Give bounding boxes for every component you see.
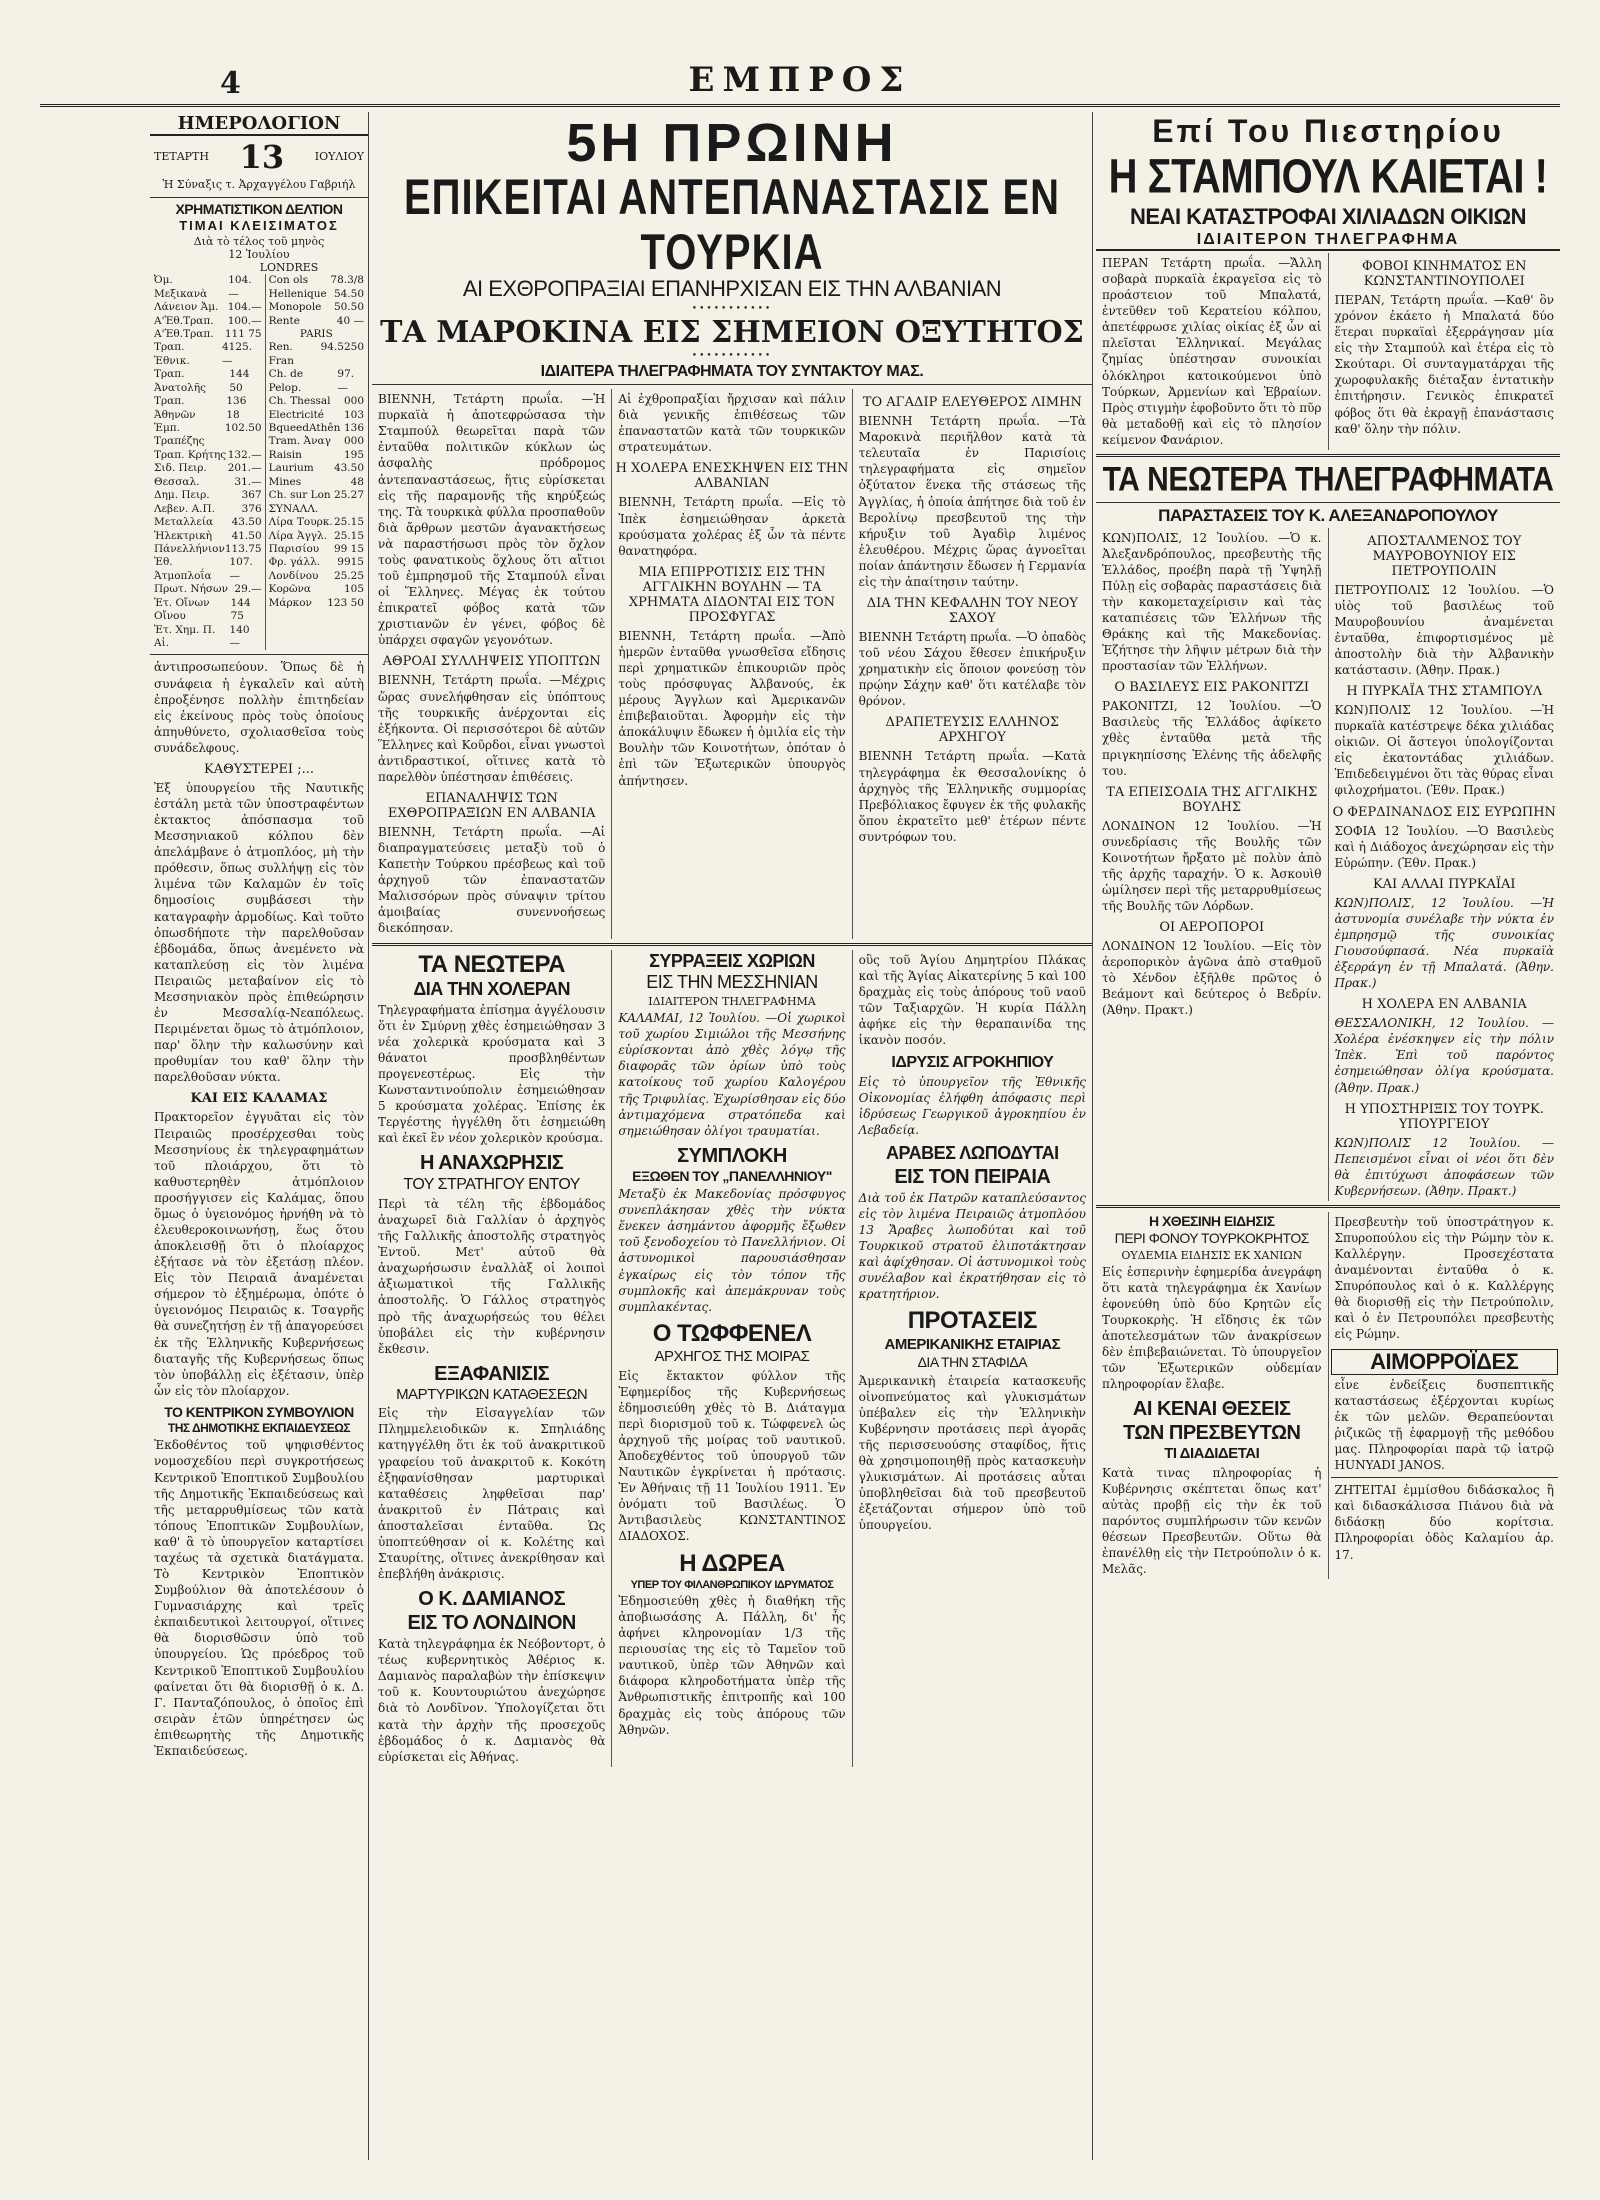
vacancies-title-2: ΤΩΝ ΠΡΕΣΒΕΥΤΩΝ <box>1123 1422 1301 1445</box>
exchange-name: Κορῶνα <box>268 583 311 596</box>
london-label: LONDRES <box>259 261 319 275</box>
exchange-row <box>154 516 262 529</box>
right-top-col-1 <box>1096 253 1329 450</box>
subheadline-telegrams: ΙΔΙΑΙΤΕΡΑ ΤΗΛΕΓΡΑΦΗΜΑΤΑ ΤΟΥ ΣΥΝΤΑΚΤΟΥ ΜΑΣ. <box>540 362 924 380</box>
exchange-name: Φρ. γάλλ. <box>268 556 321 569</box>
exchange-name: Ἐτ. Οἴνων Οἴνου <box>154 596 210 623</box>
exchange-name: Λίρα Τουρκ. <box>268 516 333 529</box>
exchange-name: Ren. Fran <box>268 341 294 367</box>
exchange-row <box>269 489 364 502</box>
exchange-value: 97.— <box>337 368 355 394</box>
exchange-name: Monopole <box>268 301 322 314</box>
disappearance-title-2: ΜΑΡΤΥΡΙΚΩΝ ΚΑΤΑΘΕΣΕΩΝ <box>396 1385 588 1403</box>
villages-sub: ΙΔΙΑΙΤΕΡΟΝ ΤΗΛΕΓΡΑΦΗΜΑ <box>648 995 816 1009</box>
ministry-support-title: Η ΥΠΟΣΤΗΡΙΞΙΣ ΤΟΥ ΤΟΥΡΚ. ΥΠΟΥΡΓΕΙΟΥ <box>1344 1101 1544 1132</box>
closing-title: ΤΙΜΑΙ ΚΛΕΙΣΙΜΑΤΟΣ <box>179 217 339 233</box>
exchange-row <box>154 530 262 543</box>
heading-kalamai: ΚΑΙ ΕΙΣ ΚΑΛΑΜΑΣ <box>190 1091 328 1107</box>
press-banner: Επί Του Πιεστηρίου <box>1152 113 1504 149</box>
top-articles <box>372 389 1092 938</box>
exchange-row <box>269 315 364 328</box>
exchange-name: ΣΥΝΑΛΛ. <box>268 502 319 515</box>
article-parliament-title: ΜΙΑ ΕΠΙΡΡΟΤΙΣΙΣ ΕΙΣ ΤΗΝ ΑΓΓΛΙΚΗΝ ΒΟΥΛΗΝ — ΤΑ ΧΡΗΜΑΤΑ ΔΙΔΟΝΤΑΙ ΕΙΣ ΤΟΝ ΠΡΟΣΦΥΓΑΣ <box>628 564 836 625</box>
exchange-row <box>269 503 364 516</box>
exchange-name: Electricité <box>268 408 325 421</box>
donation-text: Ἐδημοσιεύθη χθὲς ἡ διαθήκη τῆς ἀποβιωσάσης Α. Πάλλη, δι' ἧς ἀφήνει κληρονομίαν 1/3 τῆς περιουσίας της εἰς τὸ Ταμεῖον τοῦ ναυτικοῦ, ὑπὲρ τῶν Ἀθηνῶν καὶ διάφορα κληροδοτήματα ὑπὲρ τῆς Ἀνθρωπιστικῆς ἐπιτροπῆς καὶ 100 δραχμὰς εἰς τοὺς ἀπόρους τῶν Ἀθηνῶν. <box>618 1593 846 1737</box>
calendar-date <box>154 138 364 176</box>
exchange-value: 54.50 <box>333 287 364 300</box>
article-parliament-text: ΒΙΕΝΝΗ, Τετάρτη πρωΐα. —Ἀπὸ ἡμερῶν ἐνταῦθα γνωσθεῖσα εἴδησις περὶ χρηματικῶν ἐπικουριῶν πρὸς τοὺς πρόσφυγας Ἀλβανούς, ἐκ μέρους Ἄγγλων καὶ Ἀμερικανῶν ἐπιβεβαιοῦται. Ἀφορμὴν εἰς τὴν ἀποκάλυψιν ἔδωκεν ἡ ὁμιλία εἰς τὴν Βουλὴν τῶν Κοινοτήτων, ὁπόταν ὁ ἐπὶ τῶν Ἐξωτερικῶν ὑπουργὸς ἀπήντησεν. <box>618 628 846 788</box>
clash-title: ΣΥΜΠΛΟΚΗ <box>677 1144 787 1167</box>
exchange-value: 367 <box>241 489 262 502</box>
exchange-value: 99 15 <box>333 542 364 555</box>
other-fires-title: ΚΑΙ ΑΛΛΑΙ ΠΥΡΚΑΪΑΙ <box>1372 876 1516 892</box>
uprising-fears-title: ΦΟΒΟΙ ΚΙΝΗΜΑΤΟΣ ΕΝ ΚΩΝΣΤΑΝΤΙΝΟΥΠΟΛΕΙ <box>1361 258 1527 289</box>
exchange-value: 78.3/8 <box>330 274 364 287</box>
article-shah-text: ΒΙΕΝΝΗ Τετάρτη πρωΐα. —Ὁ ὀπαδὸς τοῦ νέου Σάχου ἔθεσεν ἐπικήρυξιν χρηματικὴν εἰς ὅποιον φονεύσῃ τὸν πρῴην Σάχην καθ' ὅτι κατέλαβε τὸν θρόνον. <box>858 630 1086 709</box>
exchange-value: 000 <box>343 395 364 408</box>
top-article-col-1 <box>372 389 612 938</box>
disappearance-text: Εἰς τὴν Εἰσαγγελίαν τῶν Πλημμελειοδικῶν κ. Σπηλιάδης κατηγγέλθη ὅτι ἐκ τοῦ ἀνακριτικοῦ γραφείου τοῦ ἀνακριτοῦ κ. Κοκότη ἐξηφανίσθησαν μαρτυρικαὶ καταθέσεις ληφθεῖσαι παρ' ἀνακριτοῦ ἐν Πάτραις καὶ ἀποσταλεῖσαι ἐνταῦθα. Ὡς ὑποπτεύθησαν οἱ κ. Κολέτης καὶ Σταυρίτης, οἵτινες ἀνεκρίθησαν καὶ ἐπεβλήθη ἀνάκρισις. <box>378 1406 606 1582</box>
exchange-name: Τραπ. Ἐθνικ. <box>154 341 190 367</box>
proposals-title-3: ΔΙΑ ΤΗΝ ΣΤΑΦΙΔΑ <box>917 1354 1028 1371</box>
vacancies-title-3: ΤΙ ΔΙΑΔΙΔΕΤΑΙ <box>1164 1445 1260 1463</box>
market-title: ΧΡΗΜΑΤΙΣΤΙΚΟΝ ΔΕΛΤΙΟΝ <box>175 200 343 217</box>
hemorrhoids-title: ΑΙΜΟΡΡΟΪΔΕΣ <box>1331 1349 1559 1375</box>
article-arrests-text: ΒΙΕΝΝΗ, Τετάρτη πρωΐα. —Μέχρις ὥρας συνελήφθησαν εἰς ὑπόπτους τῆς τουρκικῆς ἀνέρχονται εἰς ἑξήκοντα. Οἱ περισσότεροι δὲ αὐτῶν Ἕλληνες καὶ Κοῦρδοι, εἶναι γνωστοὶ ἀντιδραστικοί, οἵτινες κατὰ τὸ παρελθὸν ὑπέστησαν ἐπιθέσεις. <box>378 673 606 784</box>
exchange-value: 25.27 <box>333 489 364 502</box>
exchange-row <box>269 530 364 543</box>
heading-katastrofes: ΚΑΘΥΣΤΕΡΕΙ ;... <box>204 761 314 777</box>
parliament-title: ΤΑ ΕΠΕΙΣΟΔΙΑ ΤΗΣ ΑΓΓΛΙΚΗΣ ΒΟΥΛΗΣ <box>1106 784 1318 815</box>
murder-title: Η ΧΘΕΣΙΝΗ ΕΙΔΗΣΙΣ <box>1148 1212 1275 1229</box>
exchange-name: Mines <box>268 475 302 488</box>
exchange-row <box>269 543 364 556</box>
column-left <box>150 112 369 2160</box>
paris-label: PARIS <box>299 327 333 340</box>
donation-continued: οὓς τοῦ Ἁγίου Δημητρίου Πλάκας καὶ τῆς Ἁγίας Αἰκατερίνης 5 καὶ 100 δραχμὰς εἰς τοὺς ἀπόρους τοῦ ναοῦ τῶν Ταξιαρχῶν. Ἡ κυρία Πάλλη ἀφήκε εἰς τὴν θεραπαινίδα της ἱκανὸν ποσόν. <box>858 952 1086 1047</box>
exchange-name: Α'Ἐθ.Τραπ. <box>154 327 214 340</box>
right-bottom-col-2 <box>1329 1212 1561 1579</box>
destruction-subheadline: ΝΕΑΙ ΚΑΤΑΣΤΡΟΦΑΙ ΧΙΛΙΑΔΩΝ ΟΙΚΙΩΝ <box>1130 204 1526 230</box>
villages-title-2: ΕΙΣ ΤΗΝ ΜΕΣΣΗΝΙΑΝ <box>646 972 818 993</box>
exchange-name: Μεταλλεία <box>154 516 214 529</box>
exchange-row <box>154 597 262 624</box>
tufnell-text: Εἰς ἔκτακτον φύλλον τῆς Ἐφημερίδος τῆς Κυβερνήσεως ἐδημοσιεύθη χθὲς τὸ Β. Διάταγμα περὶ διορισμοῦ τοῦ κ. Τώφφενελ ὡς ἀρχηγοῦ τῆς μοίρας τοῦ ναυτικοῦ. Ἀποδεχθέντος τοῦ ὑπουργοῦ τῶν Ναυτικῶν ἐγκρίνεται ἡ πρότασις. Ἐν Ἀθήναις τῇ 11 Ἰουλίου 1911. Ἐν ὀνόματι τοῦ Βασιλέως. Ὁ Ἀντιβασιλεὺς ΚΩΝΣΤΑΝΤΙΝΟΣ ΔΙΑΔΟΧΟΣ. <box>618 1368 846 1544</box>
exchange-value: 9915 <box>337 556 364 569</box>
exchange-row <box>269 274 364 287</box>
villages-title: ΣΥΡΡΑΞΕΙΣ ΧΩΡΙΩΝ <box>649 950 815 971</box>
tufnell-title-2: ΑΡΧΗΓΟΣ ΤΗΣ ΜΟΙΡΑΣ <box>654 1348 810 1366</box>
exchange-name: Ἐθ. Ἀτμοπλοΐα <box>154 556 212 582</box>
exchange-row <box>269 449 364 462</box>
exchange-name: Hellenique <box>268 287 327 300</box>
exchange-value: 25.25 <box>333 569 364 582</box>
closing-sub: Διὰ τὸ τέλος τοῦ μηνὸς <box>193 235 325 249</box>
exchange-row <box>269 368 364 395</box>
kalamai-text: Πρακτορεῖον ἐγγυᾶται εἰς τὸν Πειραιῶς προσέρχεσθαι τοὺς Μεσσηνίους ἐκ τηλεγραφημάτων τοῦ πλοιάρχου, ὅτι τὸ καθυστερηθὲν ἀτμόπλοιον προσήγγισεν εἰς Καλάμας, ὅπου ὅμως ὁ ὑγειονόμος ἠρνήθη νὰ τὸ ἐλευθεροκοινωνήσῃ, ἕως ὅτου ἀποκλεισθῇ ὅτι ὁ πλοίαρχος ἐξήτασε νὰ τὸν ἐξετάσῃ πλέον. Εἰς τὸν Πειραιᾶ ἀναμένεται σήμερον τὸ ἐξημέρωμα, ὁπότε ὁ ὑγειονόμος Πειραιῶς κ. Τσαγρῆς θὰ συνεζητήσῃ ἐν τῇ ἀπαγορεύσει ἐκ τῆς Ἑλληνικῆς Κυβερνήσεως διαταγῆς τῆς Κυβερνήσεως ὅπως τὸν ὑποβάλλῃ εἰς ἐξέτασιν, ὑπὲρ ὧν εἰς τὸν πλοίαρχον. <box>154 1110 364 1398</box>
exchange-value: 50.50 <box>333 301 364 314</box>
damianos-title-2: ΕΙΣ ΤΟ ΛΟΝΔΙΝΟΝ <box>407 1612 576 1635</box>
villages-text: ΚΑΛΑΜΑΙ, 12 Ἰουλίου. —Οἱ χωρικοὶ τοῦ χωρίου Σιμιώλοι τῆς Μεσσήνης εὑρίσκονται ἀπὸ χθὲς λόγῳ τῆς διαφορᾶς τῶν ὁρίων ὑπὸ τοὺς κατοίκους τοῦ χωρίου Καλογέρου τῆς Τριφυλίας. Ἐχωρίσθησαν εἰς δύο ἀντιμαχόμενα στρατόπεδα καὶ σημειώθησαν ὀλίγοι τραυματίαι. <box>618 1011 846 1138</box>
article-continued-text: Αἱ ἐχθροπραξίαι ἤρχισαν καὶ πάλιν διὰ γενικῆς ἐπιθέσεως τῶν ἐπαναστατῶν κατὰ τῶν τουρκικῶν στρατευμάτων. <box>618 392 846 455</box>
uprising-fears-text: ΠΕΡΑΝ, Τετάρτη πρωΐα. —Καθ' ὃν χρόνον ἐκάετο ἡ Μπαλατά δύο ἕτεραι πυρκαϊαὶ ἐξερράγησαν μία εἰς τὴν Σταμπούλ καὶ ἑτέρα εἰς τὸ Σκούταρι. Οἱ συνταγματάρχαι τῆς χωροφυλακῆς διέταξαν ἐντατικὴν ἐπιτήρησιν. Γενικὸς ἐπικρατεῖ φόβος ὅτι θὰ ἐκραγῇ ἐπανάστασις καθ' ὅλην τὴν πόλιν. <box>1334 292 1554 436</box>
exchange-value: 25.15 <box>333 529 364 542</box>
exchange-row <box>154 328 262 341</box>
albania-cholera-title: Η ΧΟΛΕΡΑ ΕΝ ΑΛΒΑΝΙΑ <box>1361 997 1527 1013</box>
katastrofes-text: Ἐξ ὑπουργείου τῆς Ναυτικῆς ἐστάλη μετὰ τῶν ὑποστραφέντων ἐκτακτος ἀπόσπασμα τοῦ Μεσσηνιακοῦ κόλπου δὲν ἀπελάμβανε ὁ ἀτμοπλόος, μὴ τὴν πρόθεσιν, ὅπως συλλήψῃ εἰς τὸν λιμένα τῶν Καλαμῶν ἐν τοῖς δημοσίοις συμβάσεσι τὴν καταγραφὴν ἀρμοδίως. Καὶ τοῦτο ὀπωσδήποτε τὴν παρελθοῦσαν ἑβδομάδα, ὅπως ἀνεμένετο νὰ καταπλεύσῃ εἰς τὸν λιμένα Πειραιῶς μεταβαίνον εἰς τὸ Μεσσηνιακὸν πρὸς ἐπιθεώρησιν ἐν Μεσσαλίᾳ-Νεαπόλεως. Περιμένεται ὅμως τὸ ἀτμόπλοιον, παρ' ὅλην τὴν καλωσύνην καὶ προθυμίαν του καθ' ὅλην τὴν παρελθοῦσαν νύκτα. <box>154 780 364 1085</box>
exchange-name: Con ols <box>268 274 309 287</box>
exchange-value: 132.— <box>227 448 262 461</box>
exchange-row <box>154 543 262 556</box>
exchange-name: Λάνειον Ἀμ. <box>154 301 219 314</box>
calendar-day-name: ΤΕΤΑΡΤΗ <box>154 150 209 164</box>
departure-title-2: ΤΟΥ ΣΤΡΑΤΗΓΟΥ ΕΝΤΟΥ <box>403 1176 580 1194</box>
lower-col-2 <box>612 950 852 1767</box>
article-escape-title: ΔΡΑΠΕΤΕΥΣΙΣ ΕΛΛΗΝΟΣ ΑΡΧΗΓΟΥ <box>885 715 1060 746</box>
damianos-title: Ο Κ. ΔΑΜΙΑΝΟΣ <box>418 1588 566 1611</box>
exchange-name: Raisin <box>268 448 302 461</box>
article-shah-title: ΔΙΑ ΤΗΝ ΚΕΦΑΛΗΝ ΤΟΥ ΝΕΟΥ ΣΑΧΟΥ <box>866 596 1078 627</box>
exchange-name: Ch. Thessal <box>268 395 331 408</box>
stamboul-headline: Η ΣΤΑΜΠΟΥΛ ΚΑΙΕΤΑΙ ! <box>1108 150 1548 204</box>
exchange-value: 195 <box>343 448 364 461</box>
exchange-row <box>269 409 364 422</box>
exchange-value: 376 <box>241 502 262 515</box>
exchange-name: BqueedAthên <box>268 422 341 435</box>
exchange-value: 102.50 <box>224 422 262 435</box>
exchange-name: Πρωτ. Νήσων <box>154 583 228 596</box>
exchange-row <box>269 395 364 408</box>
exchange-row <box>154 624 262 651</box>
clash-text: Μεταξὺ ἐκ Μακεδονίας πρόσφυγος συνεπλάκησαν χθὲς τὴν νύκτα ἕνεκεν ἀσημάντου ἀφορμῆς ἔξωθεν τοῦ ξενοδοχείου τὸ Πανελλήνιον. Οἱ ἀστυνομικοὶ παρουσιάσθησαν ἐγκαίρως εἰς τὸν τόπον τῆς συμπλοκῆς καὶ ἀπεμάκρυναν τοὺς συμπλακέντας. <box>618 1187 846 1314</box>
aviators-title: ΟΙ ΑΕΡΟΠΟΡΟΙ <box>1159 920 1265 936</box>
arabs-title: ΑΡΑΒΕΣ ΛΩΠΟΔΥΤΑΙ <box>885 1142 1059 1163</box>
heading-symboulion-2: ΤΗΣ ΔΗΜΟΤΙΚΗΣ ΕΚΠΑΙΔΕΥΣΕΩΣ <box>167 1421 351 1436</box>
exchange-value: 107.— <box>229 556 253 582</box>
murder-text: Εἰς ἑσπερινὴν ἐφημερίδα ἀνεγράφη ὅτι κατὰ τηλεγράφημα ἐκ Χανίων ἐφονεύθη ὑπὸ δύο Κρητῶν εἷς Τουρκοκρὴς. Ἡ εἴδησις ἐκ τῶν ἀποτελεσμάτων τῶν ἀνακρίσεων δὲν ἐπιβεβαιώνεται. Τὸ ὑπουργεῖον τῶν Ἐξωτερικῶν οὐδεμίαν πληροφορίαν ἔλαβε. <box>1102 1264 1322 1392</box>
vacancies-title: ΑΙ ΚΕΝΑΙ ΘΕΣΕΙΣ <box>1132 1398 1291 1421</box>
aviators-text: ΛΟΝΔΙΝΟΝ 12 Ἰουλίου. —Εἰς τὸν ἀεροπορικὸν ἀγῶνα ἀπὸ σταθμοῦ τὸ Χένδον ἐξῆλθε πρῶτος ὁ Βεάμοντ καὶ δεύτερος ὁ Βεδρίν. (Ἀθην. Πρακτ.) <box>1102 939 1322 1018</box>
top-article-col-3 <box>853 389 1092 938</box>
king-text: ΡΑΚΟΝΙΤΖΙ, 12 Ἰουλίου. —Ὁ Βασιλεὺς τῆς Ἑλλάδος ἀφίκετο χθὲς ἐνταῦθα μετὰ τῆς πριγκηπίσσης Ἑλένης τῆς ἀδελφῆς του. <box>1102 699 1322 778</box>
exchange-value: 31.— <box>234 475 262 488</box>
damianos-text: Κατὰ τηλεγράφημα ἐκ Νεόβοντορτ, ὁ τέως κυβερνητικὸς Ἀθέριος κ. Δαμιανὸς παραλαβὼν τὴν ἐπίσκεψιν τοῦ κ. Κουντουριώτου ἀνεχώρησε διὰ τὸ Λονδῖνον. Ὑπολογίζεται ὅτι κατὰ τὴν ἀρχὴν τῆς προσεχοῦς ἑβδομάδος ὁ κ. Δαμιανὸς θὰ εὑρίσκεται εἰς Ἀθήνας. <box>378 1637 606 1764</box>
heading-symboulion: ΤΟ ΚΕΝΤΡΙΚΟΝ ΣΥΜΒΟΥΛΙΟΝ <box>164 1403 354 1420</box>
agro-text: Εἰς τὸ ὑπουργεῖον τῆς Ἐθνικῆς Οἰκονομίας ἐλήφθη ἀπόφασις περὶ ἱδρύσεως Γεωργικοῦ ἀγροκηπίου ἐν Λεβαδείᾳ. <box>858 1074 1086 1137</box>
exchange-name: Παρισίου <box>268 542 320 555</box>
symboulion-text: Ἐκδοθέντος τοῦ ψηφισθέντος νομοσχεδίου περὶ συγκροτήσεως Κεντρικοῦ Ἐποπτικοῦ Συμβουλίου τῆς Δημοτικῆς Ἐκπαιδεύσεως καὶ τῆς μεταρρυθμίσεως τῶν κατὰ τόπους Ἐποπτικῶν Συμβουλίων, καθ' ἃ τὸ ὑπουργεῖον καταρτίσει ταχέως τὰ σχετικὰ διατάγματα. Τὸ Κεντρικὸν Ἐποπτικὸν Συμβούλιον θὰ ἀποτελέσουν ὁ Γυμνασιάρχης καὶ τρεῖς ἐκπαιδευτικοὶ λειτουργοί, οἵτινες θὰ διορισθῶσιν ὑπὸ τοῦ ὑπουργείου. Ὡς πρόεδρος τοῦ Κεντρικοῦ Ἐποπτικοῦ Συμβουλίου φαίνεται ὅτι θὰ διορισθῇ ὁ κ. Δ. Γ. Πανταζόπουλος, ὁ ὁποῖος ἐπὶ σειρὰν ἐτῶν ὑπηρέτησεν ὡς ἐπιθεωρητὴς τῆς Δημοτικῆς Ἐκπαιδεύσεως. <box>154 1438 364 1758</box>
calendar-saint: Ἡ Σύναξις τ. Ἀρχαγγέλου Γαβριήλ <box>162 177 356 191</box>
exchange-row <box>154 583 262 596</box>
exchange-value: 40 — <box>336 314 364 327</box>
calendar-month: ΙΟΥΛΙΟΥ <box>314 150 364 164</box>
vacancies-text: Κατὰ τινας πληροφορίας ἡ Κυβέρνησις σκέπτεται ὅπως κατ' αὐτὰς προβῇ εἰς τὴν ἐκ τοῦ παρόντος συμπλήρωσιν τῶν κενῶν θέσεων Πρεσβευτῶν. Οὕτω θὰ ἐπανέλθῃ εἰς τὴν Πετρούπολιν ὁ κ. Μελᾶς. <box>1102 1465 1322 1577</box>
calendar-title: ΗΜΕΡΟΛΟΓΙΟΝ <box>150 114 368 136</box>
column-middle: 5Η ΠΡΩΙΝΗ ΕΠΙΚΕΙΤΑΙ ΑΝΤΕΠΑΝΑΣΤΑΣΙΣ ΕΝ ΤΟΥΡΚΙΑ ΑΙ ΕΧΘΡΟΠΡΑΞΙΑΙ ΕΠΑΝΗΡΧΙΣΑΝ ΕΙΣ ΤΗΝ ΑΛΒΑΝΙΑΝ ••••••••••• ΤΑ ΜΑΡΟΚΙΝΑ ΕΙΣ ΣΗΜΕΙΟΝ ΟΞΥΤΗΤΟΣ ••••••••••• ΙΔΙΑΙΤΕΡΑ ΤΗΛΕΓΡΑΦΗΜΑΤΑ ΤΟΥ ΣΥΝΤΑΚΤΟΥ ΜΑΣ. ΒΙΕΝΝΗ, Τετάρτη πρωΐα. —Ἡ πυρκαϊὰ ἡ ἀποτεφρώσασα τὴν Σταμπούλ θεωρεῖται παρὰ τῶν ἐνταῦθα πολιτικῶν κύκλων ὡς ἀσφαλὴς πρόδρομος ἀντεπαναστάσεως, ἥτις εὑρίσκεται εἰς τῆς παραμονῆς τῆς κηρύξεώς της. Τὰ τουρκικὰ φύλλα προσπαθοῦν διὰ ἄρθρων μεστῶν ἀγανακτήσεως νὰ παραστήσωσι πρὸς τὸν ὄχλον τοὺς φανατικοὺς ὅχλους ὅτι αἴτιοι τοῦ ἐμπρησμοῦ τῆς Σταμπούλ εἶναι οἱ Ἕλληνες. Μέγας ἐκ τούτου ἐπικρατεῖ φόβος κατὰ τῶν χριστιανῶν ἐν γένει, φόβος δὲ ὑπάρχει σφαγῶν γεγονότων. ΑΘΡΟΑΙ ΣΥΛΛΗΨΕΙΣ ΥΠΟΠΤΩΝ ΒΙΕΝΝΗ, Τετάρτη πρωΐα. —Μέχρις ὥρας συνελήφθησαν εἰς ὑπόπτους τῆς τουρκικῆς ἀνέρχονται εἰς ἑξήκοντα. Οἱ περισσότεροι δὲ αὐτῶν Ἕλληνες καὶ Κοῦρδοι, εἶναι γνωστοὶ ἀντιδραστικοί, οἵτινες κατὰ τὸ παρελθὸν ὑπέστησαν ἐπιθέσεις. ΕΠΑΝΑΛΗΨΙΣ ΤΩΝ ΕΧΘΡΟΠΡΑΞΙΩΝ ΕΝ ΑΛΒΑΝΙΑ ΒΙΕΝΝΗ, Τετάρτη πρωΐα. —Αἱ διαπραγματεύσεις μεταξὺ τοῦ ὁ Καπετὴν Τούρκου πρέσβεως καὶ τοῦ ἀρχηγοῦ τῶν ἐπαναστατῶν Μαλισσόρων πρὸς σύναψιν τρίτου ἀμοιβαίας συνεννοήσεως διεκόπησαν. Αἱ ἐχθροπραξίαι ἤρχισαν καὶ πάλιν διὰ γενικῆς ἐπιθέσεως τῶν ἐπαναστατῶν κατὰ τῶν τουρκικῶν στρατευμάτων. Η ΧΟΛΕΡΑ ΕΝΕΣΚΗΨΕΝ ΕΙΣ ΤΗΝ ΑΛΒΑΝΙΑΝ ΒΙΕΝΝΗ, Τετάρτη πρωΐα. —Εἰς τὸ Ἰπὲκ ἐσημειώθησαν ἀρκετὰ κρούσματα χολέρας ἐξ ὧν τὰ πέντε θανατηφόρα. ΜΙΑ ΕΠΙΡΡΟΤΙΣΙΣ ΕΙΣ ΤΗΝ ΑΓΓΛΙΚΗΝ ΒΟΥΛΗΝ — ΤΑ ΧΡΗΜΑΤΑ ΔΙΔΟΝΤΑΙ ΕΙΣ ΤΟΝ ΠΡΟΣΦΥΓΑΣ ΒΙΕΝΝΗ, Τετάρτη πρωΐα. —Ἀπὸ ἡμερῶν ἐνταῦθα γνωσθεῖσα εἴδησις περὶ χρηματικῶν ἐπικουριῶν πρὸς τοὺς πρόσφυγας Ἀλβανούς, ἐκ μέρους Ἄγγλων καὶ Ἀμερικανῶν ἐπιβεβαιοῦται. Ἀφορμὴν εἰς τὴν ἀποκάλυψιν ἔδωκεν ἡ ὁμιλία εἰς τὴν Βουλὴν τῶν Κοινοτήτων, ὁπόταν ὁ ἐπὶ τῶν Ἐξωτερικῶν ὑπουργὸς ἀπήντησεν. ΤΟ ΑΓΑΔΙΡ ΕΛΕΥΘΕΡΟΣ ΛΙΜΗΝ ΒΙΕΝΝΗ Τετάρτη πρωΐα. —Τὰ Μαροκινὰ περιῆλθον κατὰ τὰ τελευταῖα ἐν Παρισίοις τηλεγραφήματα εἰς σημεῖον ὀξύτατον ἕνεκα τῆς στάσεως τῆς Ἀγγλίας, ἡ ὁποία ἀπήτησε διὰ τοῦ ἐν Βερολίνῳ πρεσβευτοῦ της τὴν κήρυξιν τοῦ Ἀγαδὶρ λιμένος ἐλευθέρου. Μέχρις ὥρας ἀγνοεῖται ποίαν ἀπάντησιν ἔδωσεν ἡ Γερμανία εἰς τὴν ἀπαίτησιν ταύτην. ΔΙΑ ΤΗΝ ΚΕΦΑΛΗΝ ΤΟΥ ΝΕΟΥ ΣΑΧΟΥ ΒΙΕΝΝΗ Τετάρτη πρωΐα. —Ὁ ὀπαδὸς τοῦ νέου Σάχου ἔθεσεν ἐπικήρυξιν χρηματικὴν εἰς ὅποιον φονεύσῃ τὸν πρῴην Σάχην καθ' ὅτι κατέλαβε τὸν θρόνον. ΔΡΑΠΕΤΕΥΣΙΣ ΕΛΛΗΝΟΣ ΑΡΧΗΓΟΥ ΒΙΕΝΝΗ Τετάρτη πρωΐα. —Κατὰ τηλεγράφημα ἐκ Θεσσαλονίκης ὁ ἀρχηγὸς τῆς Ἑλληνικῆς συμμορίας Πρεβόλιακος ἔφυγεν ἐκ τῆς φυλακῆς ὅπου ἐκρατεῖτο μεθ' ἑτέρων πέντε συντρόφων του. ΤΑ ΝΕΩΤΕΡΑ ΔΙΑ ΤΗΝ ΧΟΛΕΡΑΝ Τηλεγραφήματα ἐπίσημα ἀγγέλουσιν ὅτι ἐν Σμύρνῃ χθὲς ἐσημειώθησαν 3 νέα χολερικὰ κρούσματα καὶ 3 θάνατοι προσβληθέντων προγενεστέρως. Εἰς τὴν Κωνσταντινούπολιν ἐσημειώθησαν 5 κρούσματα χολέρας. Ἐπίσης ἐκ Τεργέστης ἠγγέλθη ὅτι ἐσημειώθη καὶ ἐκεῖ ἓν νέον χολερικὸν κρούσμα. Η ΑΝΑΧΩΡΗΣΙΣ ΤΟΥ ΣΤΡΑΤΗΓΟΥ ΕΝΤΟΥ Περὶ τὰ τέλη τῆς ἑβδομάδος ἀναχωρεῖ διὰ Γαλλίαν ὁ ἀρχηγὸς τῆς Γαλλικῆς ἀποστολῆς στρατηγὸς Ἐντοῦ. Μετ' αὐτοῦ θὰ ἀναχωρήσωσιν ἐναλλὰξ οἱ λοιποὶ ἀξιωματικοὶ τῆς Γαλλικῆς ἀποστολῆς. Ὁ Γάλλος στρατηγὸς πρὸ τῆς ἀναχωρήσεώς του θέλει ὑποβάλει εἰς τὴν κυβέρνησιν ἔκθεσιν. ΕΞΑΦΑΝΙΣΙΣ ΜΑΡΤΥΡΙΚΩΝ ΚΑΤΑΘΕΣΕΩΝ Εἰς τὴν Εἰσαγγελίαν τῶν Πλημμελειοδικῶν κ. Σπηλιάδης κατηγγέλθη ὅτι ἐκ τοῦ ἀνακριτικοῦ γραφείου τοῦ ἀνακριτοῦ κ. Κοκότη ἐξηφανίσθησαν μαρτυρικαὶ καταθέσεις ληφθεῖσαι παρ' ἀνακριτοῦ ἐν Πάτραις καὶ ἀποσταλεῖσαι ἐνταῦθα. Ὡς ὑποπτεύθησαν οἱ κ. Κολέτης καὶ Σταυρίτης, οἵτινες ἀνεκρίθησαν καὶ ἐπεβλήθη ἀνάκρισις. Ο Κ. ΔΑΜΙΑΝΟΣ ΕΙΣ ΤΟ ΛΟΝΔΙΝΟΝ Κατὰ τηλεγράφημα ἐκ Νεόβοντορτ, ὁ τέως κυβερνητικὸς Ἀθέριος κ. Δαμιανὸς παραλαβὼν τὴν ἐπίσκεψιν τοῦ κ. Κουντουριώτου ἀνεχώρησε διὰ τὸ Λονδῖνον. Ὑπολογίζεται ὅτι κατὰ τὴν ἀρχὴν τῆς προσεχοῦς ἑβδομάδος ὁ κ. Δαμιανὸς θὰ εὑρίσκεται εἰς Ἀθήνας. ΣΥΡΡΑΞΕΙΣ ΧΩΡΙΩΝ ΕΙΣ ΤΗΝ ΜΕΣΣΗΝΙΑΝ ΙΔΙΑΙΤΕΡΟΝ ΤΗΛΕΓΡΑΦΗΜΑ ΚΑΛΑΜΑΙ, 12 Ἰουλίου. —Οἱ χωρικοὶ τοῦ χωρίου Σιμιώλοι τῆς Μεσσήνης εὑρίσκονται ἀπὸ χθὲς λόγῳ τῆς διαφορᾶς τῶν ὁρίων ὑπὸ τοὺς κατοίκους τοῦ χωρίου Καλογέρου τῆς Τριφυλίας. Ἐχωρίσθησαν εἰς δύο ἀντιμαχόμενα στρατόπεδα καὶ σημειώθησαν ὀλίγοι τραυματίαι. ΣΥΜΠΛΟΚΗ ΕΞΩΘΕΝ ΤΟΥ „ΠΑΝΕΛΛΗΝΙΟΥ" Μεταξὺ ἐκ Μακεδονίας πρόσφυγος συνεπλάκησαν χθὲς τὴν νύκτα ἕνεκεν ἀσημάντου ἀφορμῆς ἔξωθεν τοῦ ξενοδοχείου τὸ Πανελλήνιον. Οἱ ἀστυνομικοὶ παρουσιάσθησαν ἐγκαίρως εἰς τὸν τόπον τῆς συμπλοκῆς καὶ ἀπεμάκρυναν τοὺς συμπλακέντας. Ο ΤΩΦΦΕΝΕΛ ΑΡΧΗΓΟΣ ΤΗΣ ΜΟΙΡΑΣ Εἰς ἔκτακτον φύλλον τῆς Ἐφημερίδος τῆς Κυβερνήσεως ἐδημοσιεύθη χθὲς τὸ Β. Διάταγμα περὶ διορισμοῦ τοῦ κ. Τώφφενελ ὡς ἀρχηγοῦ τῆς μοίρας τοῦ ναυτικοῦ. Ἀποδεχθέντος τοῦ ὑπουργοῦ τῶν Ναυτικῶν ἐγκρίνεται ἡ πρότασις. Ἐν Ἀθήναις τῇ 11 Ἰουλίου 1911. Ἐν ὀνόματι τοῦ Βασιλέως. Ὁ Ἀντιβασιλεὺς ΚΩΝΣΤΑΝΤΙΝΟΣ ΔΙΑΔΟΧΟΣ. Η ΔΩΡΕΑ ΥΠΕΡ ΤΟΥ ΦΙΛΑΝΘΡΩΠΙΚΟΥ ΙΔΡΥΜΑΤΟΣ Ἐδημοσιεύθη χθὲς ἡ διαθήκη τῆς ἀποβιωσάσης Α. Πάλλη, δι' ἧς ἀφήνει κληρονομίαν 1/3 τῆς περιουσίας της εἰς τὸ Ταμεῖον τοῦ ναυτικοῦ, ὑπὲρ τῶν Ἀθηνῶν καὶ διάφορα κληροδοτήματα ὑπὲρ τῆς Ἀνθρωπιστικῆς ἐπιτροπῆς καὶ 100 δραχμὰς εἰς τοὺς ἀπόρους τῶν Ἀθηνῶν. οὓς τοῦ Ἁγίου Δημητρίου Πλάκας καὶ τῆς Ἁγίας Αἰκατερίνης 5 καὶ 100 δραχμὰς εἰς τοὺς ἀπόρους τοῦ ναοῦ τῶν Ταξιαρχῶν. Ἡ κυρία Πάλλη ἀφήκε εἰς τὴν θεραπαινίδα της ἱκανὸν ποσόν. ΙΔΡΥΣΙΣ ΑΓΡΟΚΗΠΙΟΥ Εἰς τὸ ὑπουργεῖον τῆς Ἐθνικῆς Οἰκονομίας ἐλήφθη ἀπόφασις περὶ ἱδρύσεως Γεωργικοῦ ἀγροκηπίου ἐν Λεβαδείᾳ. ΑΡΑΒΕΣ ΛΩΠΟΔΥΤΑΙ ΕΙΣ ΤΟΝ ΠΕΙΡΑΙΑ Διὰ τοῦ ἐκ Πατρῶν καταπλεύσαντος εἰς τὸν λιμένα Πειραιῶς ἀτμοπλόου 13 Ἄραβες λωποδύται καὶ τοῦ Τουρκικοῦ στρατοῦ ἐλιποτάκτησαν καὶ ἀφίχθησαν. Οἱ ἀστυνομικοὶ τοὺς συνέλαβον καὶ ἐκρατήθησαν εἰς τὸ κρατητήριον. ΠΡΟΤΑΣΕΙΣ ΑΜΕΡΙΚΑΝΙΚΗΣ ΕΤΑΙΡΙΑΣ ΔΙΑ ΤΗΝ ΣΤΑΦΙΔΑ Ἀμερικανικὴ ἑταιρεία κατασκευῆς οἰνοπνεύματος καὶ γλυκισμάτων ὑπέβαλεν εἰς τὴν Ἑλληνικὴν Κυβέρνησιν προτάσεις περὶ ἀγορᾶς τῆς περισσευούσης σταφίδος, ἥτις θὰ χρησιμοποιηθῇ πρὸς κατασκευὴν γλυκισμάτων. Αἱ προτάσεις αὗται ὑποβληθεῖσαι διὰ τοῦ πρεσβευτοῦ ἐξετάζονται σήμερον ὑπὸ τοῦ ὑπουργείου. <box>372 112 1093 2160</box>
right-bottom-articles <box>1096 1212 1560 1579</box>
envoy-text: ΠΕΤΡΟΥΠΟΛΙΣ 12 Ἰουλίου. —Ὁ υἱὸς τοῦ βασιλέως τοῦ Μαυροβουνίου ἀναμένεται ἐνταῦθα, ἐπιφορτισμένος μὲ ἀποστολὴν διὰ τὴν Ἀλβανικὴν κατάστασιν. (Ἀθην. Πρακ.) <box>1334 582 1554 677</box>
intro-text: ἀντιπροσωπεύουν. Ὅπως δὲ ἡ συνάφεια ἡ ἐγκαλεῖν καὶ αὐτὴ ἐπροξένησε πολλὴν ἐπιτηδείαν εἰς ἐκείνους πρὸς τοὺς ὁποίους ἀπηυθύνετο, σχολιασθεῖσα τοὺς συνάδελφους. <box>154 660 364 755</box>
exchange-row <box>154 315 262 328</box>
exchange-value: 100.— <box>227 314 262 327</box>
exchange-name: Λεβεν. Α.Π. <box>154 502 216 515</box>
lower-col-3 <box>853 950 1092 1767</box>
exchange-name: Tram. Ἀναγ <box>268 435 331 448</box>
article-arrests-title: ΑΘΡΟΑΙ ΣΥΛΛΗΨΕΙΣ ΥΠΟΠΤΩΝ <box>382 654 601 670</box>
column-right <box>1096 112 1560 2160</box>
envoy-title: ΑΠΟΣΤΑΛΜΕΝΟΣ ΤΟΥ ΜΑΥΡΟΒΟΥΝΙΟΥ ΕΙΣ ΠΕΤΡΟΥΠΟΛΙΝ <box>1367 533 1522 579</box>
latest-telegrams-title: ΤΑ ΝΕΩΤΕΡΑ ΤΗΛΕΓΡΑΦΗΜΑΤΑ <box>1102 460 1554 499</box>
article-cholera-title: Η ΧΟΛΕΡΑ ΕΝΕΣΚΗΨΕΝ ΕΙΣ ΤΗΝ ΑΛΒΑΝΙΑΝ <box>615 461 849 492</box>
proposals-text: Ἀμερικανικὴ ἑταιρεία κατασκευῆς οἰνοπνεύματος καὶ γλυκισμάτων ὑπέβαλεν εἰς τὴν Ἑλληνικὴν Κυβέρνησιν προτάσεις περὶ ἀγορᾶς τῆς περισσευούσης σταφίδος, ἥτις θὰ χρησιμοποιηθῇ πρὸς κατασκευὴν γλυκισμάτων. Αἱ προτάσεις αὗται ὑποβληθεῖσαι διὰ τοῦ πρεσβευτοῦ ἐξετάζονται σήμερον ὑπὸ τοῦ ὑπουργείου. <box>858 1373 1086 1533</box>
donation-title: Η ΔΩΡΕΑ <box>679 1549 785 1577</box>
exchange-name: Ἐμπ. Τραπέζης <box>154 422 205 448</box>
clash-title-2: ΕΞΩΘΕΝ ΤΟΥ „ΠΑΝΕΛΛΗΝΙΟΥ" <box>632 1167 832 1184</box>
article-agadir-text: ΒΙΕΝΝΗ Τετάρτη πρωΐα. —Τὰ Μαροκινὰ περιῆλθον κατὰ τὰ τελευταῖα ἐν Παρισίοις τηλεγραφήματα εἰς σημεῖον ὀξύτατον ἕνεκα τῆς στάσεως τῆς Ἀγγλίας, ἡ ὁποία ἀπήτησε διὰ τοῦ ἐν Βερολίνῳ πρεσβευτοῦ της τὴν κήρυξιν τοῦ Ἀγαδὶρ λιμένος ἐλευθέρου. Μέχρις ὥρας ἀγνοεῖται ποίαν ἀπάντησιν ἔδωσεν ἡ Γερμανία εἰς τὴν ἀπαίτησιν ταύτην. <box>858 414 1086 589</box>
calendar-day-number: 13 <box>239 137 285 176</box>
exchange-value: 136 18 <box>226 395 247 421</box>
main-headline: ΕΠΙΚΕΙΤΑΙ ΑΝΤΕΠΑΝΑΣΤΑΣΙΣ ΕΝ ΤΟΥΡΚΙΑ <box>403 170 1061 281</box>
stamboul-fire-text: ΚΩΝ)ΠΟΛΙΣ 12 Ἰουλίου. —Ἡ πυρκαϊὰ κατέστρεψε δέκα χιλιάδας οἰκιῶν. Οἱ ἄστεγοι ὑπολογίζονται εἰς ἑκατοντάδας χιλιάδων. Ἐπιδεδειγμένοι ὅτι τὰς θύρας εἶναι φιλοχρήματοι. (Ἐθν. Πρακ.) <box>1334 703 1554 798</box>
exchange-row <box>269 476 364 489</box>
exchange-row <box>154 462 262 475</box>
exchange-value: 140 — <box>229 623 250 650</box>
ministry-support-text: ΚΩΝ)ΠΟΛΙΣ 12 Ἰουλίου. —Πεπεισμένοι εἶναι οἱ νέοι ὅτι δὲν θὰ ἐπιτύχωσι ἀποφάσεων τῶν Κυβερνήσεων. (Ἀθην. Πρακτ.) <box>1334 1135 1554 1198</box>
exchange-value: 43.50 <box>333 462 364 475</box>
stamboul-fire-title: Η ΠΥΡΚΑΪΑ ΤΗΣ ΣΤΑΜΠΟΥΛ <box>1346 684 1543 700</box>
page-number: 4 <box>220 66 241 101</box>
exchange-name: Τραπ. Ἀθηνῶν <box>154 395 196 421</box>
exchange-row <box>154 503 262 516</box>
exchange-row <box>154 274 262 301</box>
exchange-row <box>269 570 364 583</box>
murder-title-2: ΠΕΡΙ ΦΟΝΟΥ ΤΟΥΡΚΟΚΡΗΤΟΣ <box>1114 1230 1309 1247</box>
exchange-value: 113.75 <box>224 542 262 555</box>
article-cholera-text: ΒΙΕΝΝΗ, Τετάρτη πρωΐα. —Εἰς τὸ Ἰπὲκ ἐσημειώθησαν ἀρκετὰ κρούσματα χολέρας ἐξ ὧν τὰ πέντε θανατηφόρα. <box>618 495 846 558</box>
closing-date: 12 Ἰουλίου <box>228 248 290 262</box>
hemorrhoids-text: εἶνε ἐνδείξεις δυσπεπτικῆς καταστάσεως ἐξέρχονται κυρίως ἐκ τῶν μελῶν. Θεραπεύονται ῥιζικῶς τῇ ἐφαρμογῇ τῆς μεθόδου μας. Πληροφορίαι παρὰ τῷ ἰατρῷ HUNYADI JANOS. <box>1334 1377 1554 1473</box>
exchange-row <box>269 435 364 448</box>
exchange-row <box>269 583 364 596</box>
wanted-ad-text: ΖΗΤΕΙΤΑΙ ἐμμίσθου διδάσκαλος ἢ καὶ διδασκάλισσα Πιάνου διὰ νὰ διδάσκῃ δύο κορίτσια. Πληροφορίαι ὁδὸς Καλαμίου ἀρ. 17. <box>1334 1483 1554 1562</box>
subheadline-morocco: ΤΑ ΜΑΡΟΚΙΝΑ ΕΙΣ ΣΗΜΕΙΟΝ ΟΞΥΤΗΤΟΣ <box>380 314 1084 350</box>
exchange-value: 144 50 <box>229 368 250 394</box>
right-mid-col-1 <box>1096 528 1329 1201</box>
ferdinand-text: ΣΟΦΙΑ 12 Ἰουλίου. —Ὁ Βασιλεὺς καὶ ἡ Διάδοχος ἀνεχώρησαν εἰς τὴν Εὐρώπην. (Ἐθν. Πρακ.) <box>1334 823 1554 870</box>
representations-title: ΠΑΡΑΣΤΑΣΕΙΣ ΤΟΥ Κ. ΑΛΕΞΑΝΔΡΟΠΟΥΛΟΥ <box>1158 505 1498 525</box>
exchange-row <box>154 395 262 422</box>
exchange-value: 111 75 <box>224 327 262 340</box>
exchange-value: 94.5250 <box>320 341 364 354</box>
subheadline-albania: ΑΙ ΕΧΘΡΟΠΡΑΞΙΑΙ ΕΠΑΝΗΡΧΙΣΑΝ ΕΙΣ ΤΗΝ ΑΛΒΑΝΙΑΝ <box>462 276 1002 302</box>
exchange-row <box>269 422 364 435</box>
other-fires-text: ΚΩΝ)ΠΟΛΙΣ, 12 Ἰουλίου. —Ἡ ἀστυνομία συνέλαβε τὴν νύκτα ἐν ἐμπρησμῷ τῆς συνοικίας Γιουσούφπασά. Νέα πυρκαϊὰ ἐξερράγη ἐν τῇ Μπαλατά. (Ἀθην. Πρακ.) <box>1334 895 1554 991</box>
exchange-name: Ὀμ. Μεξικανὰ <box>154 274 208 300</box>
disappearance-title: ΕΞΑΦΑΝΙΣΙΣ <box>434 1362 550 1385</box>
exchange-value: 103 <box>343 408 364 421</box>
exchange-value: 104.— <box>228 274 252 300</box>
exchange-row <box>269 341 364 368</box>
lower-col-1 <box>372 950 612 1767</box>
exchange-value: 136 <box>343 422 364 435</box>
exchange-value: 43.50 <box>231 516 262 529</box>
exchange-row <box>269 288 364 301</box>
exchange-value: 123 50 <box>327 596 364 609</box>
exchange-name: Τραπ. Ἀνατολῆς <box>154 368 207 394</box>
exchange-row <box>269 516 364 529</box>
donation-title-2: ΥΠΕΡ ΤΟΥ ΦΙΛΑΝΘΡΩΠΙΚΟΥ ΙΔΡΥΜΑΤΟΣ <box>630 1578 834 1591</box>
article-hostilities-text: ΒΙΕΝΝΗ, Τετάρτη πρωΐα. —Αἱ διαπραγματεύσεις μεταξὺ τοῦ ὁ Καπετὴν Τούρκου πρέσβεως καὶ τοῦ ἀρχηγοῦ τῶν ἐπαναστατῶν Μαλισσόρων πρὸς σύναψιν τρίτου ἀμοιβαίας συνεννοήσεως διεκόπησαν. <box>378 824 606 936</box>
exchange-name: Ch. de Pelop. <box>268 368 304 394</box>
exchange-row <box>154 422 262 449</box>
exchange-name: Α'Ἐθ.Τραπ. <box>154 314 214 327</box>
exchange-value: 104.— <box>227 301 262 314</box>
king-title: Ο ΒΑΣΙΛΕΥΣ ΕΙΣ ΡΑΚΟΝΙΤΖΙ <box>1114 680 1310 696</box>
right-top-articles <box>1096 253 1560 450</box>
exchange-name: Μάρκον <box>268 596 312 609</box>
exchange-name: Ἡλεκτρικὴ <box>154 529 213 542</box>
exchange-row <box>269 301 364 314</box>
exchange-row <box>154 301 262 314</box>
article-hostilities-title: ΕΠΑΝΑΛΗΨΙΣ ΤΩΝ ΕΧΘΡΟΠΡΑΞΙΩΝ ΕΝ ΑΛΒΑΝΙΑ <box>387 790 596 821</box>
right-mid-col-2 <box>1329 528 1561 1201</box>
departure-text: Περὶ τὰ τέλη τῆς ἑβδομάδος ἀναχωρεῖ διὰ Γαλλίαν ὁ ἀρχηγὸς τῆς Γαλλικῆς ἀποστολῆς στρατηγὸς Ἐντοῦ. Μετ' αὐτοῦ θὰ ἀναχωρήσωσιν ἐναλλὰξ οἱ λοιποὶ ἀξιωματικοὶ τῆς Γαλλικῆς ἀποστολῆς. Ὁ Γάλλος στρατηγὸς πρὸ τῆς ἀναχωρήσεώς του θέλει ὑποβάλει εἰς τὴν κυβέρνησιν ἔκθεσιν. <box>378 1197 606 1356</box>
exchange-row <box>154 476 262 489</box>
exchange-name: Θεσσαλ. <box>154 475 200 488</box>
agro-title: ΙΔΡΥΣΙΣ ΑΓΡΟΚΗΠΙΟΥ <box>891 1053 1054 1071</box>
exchange-name: Rente <box>268 314 300 327</box>
exchange-value: 000 <box>343 435 364 448</box>
departure-title: Η ΑΝΑΧΩΡΗΣΙΣ <box>420 1152 564 1175</box>
exchange-row <box>154 489 262 502</box>
murder-sub: ΟΥΔΕΜΙΑ ΕΙΔΗΣΙΣ ΕΚ ΧΑΝΙΩΝ <box>1121 1248 1303 1262</box>
parliament-text: ΛΟΝΔΙΝΟΝ 12 Ἰουλίου. —Ἡ συνεδρίασις τῆς Βουλῆς τῶν Κοινοτήτων ἤρξατο μὲ πολὺν ἀπὸ τῆς ἀρχῆς ταραχήν. Ὁ κ. Ἀσκουὶθ ὡμίλησεν περὶ τῆς μεταρρυθμίσεως τῆς Βουλῆς τῶν Λόρδων. <box>1102 818 1322 914</box>
exchange-value: 105 <box>343 583 364 596</box>
exchange-left <box>154 274 266 650</box>
exchange-row <box>269 556 364 569</box>
exchange-row <box>269 462 364 475</box>
lower-articles <box>372 950 1092 1767</box>
exchange-name: Λονδίνου <box>268 569 319 582</box>
exchange-value: 29.— <box>234 583 262 596</box>
proposals-title-2: ΑΜΕΡΙΚΑΝΙΚΗΣ ΕΤΑΙΡΙΑΣ <box>884 1335 1061 1353</box>
ambassador-continued-text: Πρεσβευτὴν τοῦ ὑποστράτηγον κ. Σπυροπούλου εἰς τὴν Ρώμην τὸν κ. Καλλέργην. Προσεχέστατα ἀναμένονται ἐνταῦθα ὁ κ. Σπυρόπουλος καὶ ὁ κ. Καλλέργης θὰ διορισθῇ εἰς τὴν Πετρούπολιν, καὶ ὁ ἐν Πετρουπόλει πρεσβευτὴς εἰς Ρώμην. <box>1334 1214 1554 1342</box>
tufnell-title: Ο ΤΩΦΦΕΝΕΛ <box>652 1319 812 1347</box>
balata-fire-text: ΠΕΡΑΝ Τετάρτη πρωΐα. —Ἄλλη σοβαρὰ πυρκαϊὰ ἐκραγεῖσα εἰς τὸ προάστειον τοῦ Μπαλατά, ἐντεῦθεν τοῦ Κερατείου κόλπου, ἀπετέφρωσε χιλίας οἰκίας ἐξ ὧν αἱ πλεῖσται Ἑλληνικαί. Μεγάλας ζημίας ὑπέστησαν συνοικίαι ὁλόκληροι κατοικούμενοι ὑπὸ Τούρκων, Ἀρμενίων καὶ Ἑβραίων. Πρὸς στιγμὴν ἐφοβοῦντο ὅτι τὸ πῦρ θὰ μεταδοθῇ καὶ εἰς τὸ πλησίον κείμενον Φανάριον. <box>1102 255 1322 447</box>
right-top-col-2 <box>1329 253 1561 450</box>
exchange-value: 48 <box>350 475 364 488</box>
right-bottom-col-1 <box>1096 1212 1329 1579</box>
cholera-news-title-2: ΔΙΑ ΤΗΝ ΧΟΛΕΡΑΝ <box>413 978 570 999</box>
exchange-row <box>154 556 262 583</box>
edition-banner: 5Η ΠΡΩΙΝΗ <box>566 113 898 173</box>
exchange-name: Δημ. Πειρ. <box>154 489 210 502</box>
exchange-name: Laurium <box>268 462 314 475</box>
exchange-row <box>154 368 262 395</box>
cholera-news-title: ΤΑ ΝΕΩΤΕΡΑ <box>418 950 565 978</box>
exchange-row <box>154 449 262 462</box>
masthead <box>40 60 1560 107</box>
cholera-news-text: Τηλεγραφήματα ἐπίσημα ἀγγέλουσιν ὅτι ἐν Σμύρνῃ χθὲς ἐσημειώθησαν 3 νέα χολερικὰ κρούσματα καὶ 3 θάνατοι προσβληθέντων προγενεστέρως. Εἰς τὴν Κωνσταντινούπολιν ἐσημειώθησαν 5 κρούσματα χολέρας. Ἐπίσης ἐκ Τεργέστης ἠγγέλθη ὅτι ἐσημειώθη καὶ ἐκεῖ ἓν νέον χολερικὸν κρούσμα. <box>378 1002 606 1146</box>
exchange-name: Ἐτ. Χημ. Π. Αἰ. <box>154 623 216 650</box>
arabs-text: Διὰ τοῦ ἐκ Πατρῶν καταπλεύσαντος εἰς τὸν λιμένα Πειραιῶς ἀτμοπλόου 13 Ἄραβες λωποδύται καὶ τοῦ Τουρκικοῦ στρατοῦ ἐλιποτάκτησαν καὶ ἀφίχθησαν. Οἱ ἀστυνομικοὶ τοὺς συνέλαβον καὶ ἐκρατήθησαν εἰς τὸ κρατητήριον. <box>858 1190 1086 1302</box>
right-mid-articles <box>1096 528 1560 1201</box>
newspaper-title: ΕΜΠΡΟΣ <box>688 60 912 100</box>
exchange-name: Ch. sur Lon <box>268 489 331 502</box>
article-agadir-title: ΤΟ ΑΓΑΔΙΡ ΕΛΕΥΘΕΡΟΣ ΛΙΜΗΝ <box>862 395 1082 411</box>
exchange-value: 4125.— <box>221 341 253 367</box>
albania-cholera-text: ΘΕΣΣΑΛΟΝΙΚΗ, 12 Ἰουλίου. —Χολέρα ἐνέσκηψεν εἰς τὴν πόλιν Ἰπὲκ. Ἐπὶ τοῦ παρόντος ἐσημειώθησαν ὀλίγα κρούσματα. (Ἀθην. Πρακ.) <box>1334 1016 1554 1095</box>
arabs-title-2: ΕΙΣ ΤΟΝ ΠΕΙΡΑΙΑ <box>894 1165 1051 1188</box>
exchange-value: 201.— <box>227 462 262 475</box>
top-article-col-2 <box>612 389 852 938</box>
exchange-table <box>154 274 364 650</box>
exchange-value: 41.50 <box>231 529 262 542</box>
proposals-title: ΠΡΟΤΑΣΕΙΣ <box>907 1307 1037 1335</box>
exchange-value: 144 75 <box>230 596 251 623</box>
exchange-right <box>266 274 364 650</box>
exchange-row <box>154 341 262 368</box>
exchange-name: Πάνελλήνιον <box>154 542 225 555</box>
article-escape-text: ΒΙΕΝΝΗ Τετάρτη πρωΐα. —Κατὰ τηλεγράφημα ἐκ Θεσσαλονίκης ὁ ἀρχηγὸς τῆς Ἑλληνικῆς συμμορίας Πρεβόλιακος ἔφυγεν ἐκ τῆς φυλακῆς ὅπου ἐκρατεῖτο μεθ' ἑτέρων πέντε συντρόφων του. <box>858 749 1086 844</box>
exchange-name: Λίρα Ἀγγλ. <box>268 529 328 542</box>
representations-text: ΚΩΝ)ΠΟΛΙΣ, 12 Ἰουλίου. —Ὁ κ. Ἀλεξανδρόπουλος, πρεσβευτὴς τῆς Ἑλλάδος, προέβη παρὰ τῇ Ὑψηλῇ Πύλῃ εἰς σοβαρὰς παραστάσεις διὰ τὴν κακομεταχείρισιν καὶ τὰς καταπιέσεις τῶν Ἑλλήνων τῆς Θράκης καὶ τῆς Μακεδονίας. Ἐζήτησε τὴν λῆψιν μέτρων διὰ τὴν προστασίαν τῶν Ἑλλήνων. <box>1102 530 1322 674</box>
exchange-name: Σιδ. Πειρ. <box>154 462 207 475</box>
private-telegram-label: ΙΔΙΑΙΤΕΡΟΝ ΤΗΛΕΓΡΑΦΗΜΑ <box>1096 231 1560 251</box>
exchange-name: Τραπ. Κρήτης <box>154 448 227 461</box>
ferdinand-title: Ο ΦΕΡΔΙΝΑΝΔΟΣ ΕΙΣ ΕΥΡΩΠΗΝ <box>1332 804 1556 820</box>
exchange-row <box>269 597 364 610</box>
exchange-value: 25.15 <box>333 516 364 529</box>
article-fire-text: ΒΙΕΝΝΗ, Τετάρτη πρωΐα. —Ἡ πυρκαϊὰ ἡ ἀποτεφρώσασα τὴν Σταμπούλ θεωρεῖται παρὰ τῶν ἐνταῦθα πολιτικῶν κύκλων ὡς ἀσφαλὴς πρόδρομος ἀντεπαναστάσεως, ἥτις εὑρίσκεται εἰς τῆς παραμονῆς τῆς κηρύξεώς της. Τὰ τουρκικὰ φύλλα προσπαθοῦν διὰ ἄρθρων μεστῶν ἀγανακτήσεως νὰ παραστήσωσι πρὸς τὸν ὄχλον τοὺς φανατικοὺς ὅχλους ὅτι αἴτιοι τοῦ ἐμπρησμοῦ τῆς Σταμπούλ εἶναι οἱ Ἕλληνες. Μέγας ἐκ τούτου ἐπικρατεῖ φόβος κατὰ τῶν χριστιανῶν ἐν γένει, φόβος δὲ ὑπάρχει σφαγῶν γεγονότων. <box>378 392 606 648</box>
